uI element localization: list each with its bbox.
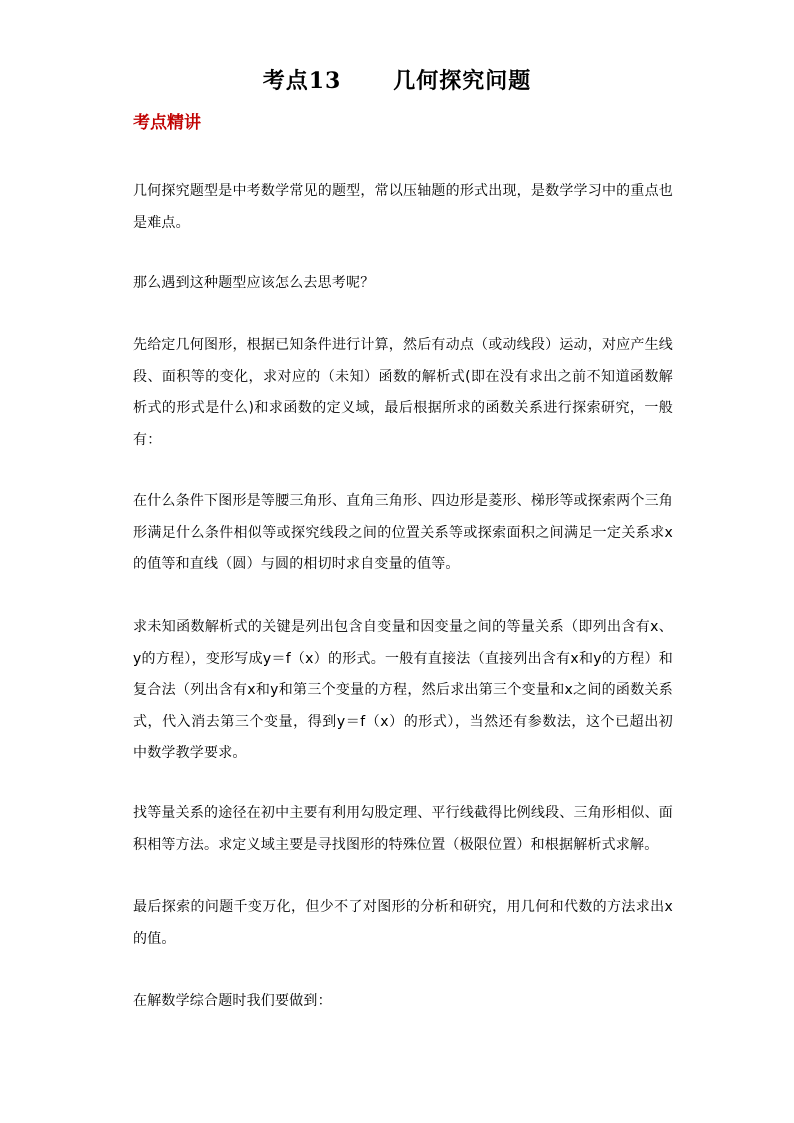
paragraph-exploration: 最后探索的问题千变万化，但少不了对图形的分析和研究，用几何和代数的方法求出x的值。 — [133, 899, 673, 947]
paragraph-conditions: 在什么条件下图形是等腰三角形、直角三角形、四边形是菱形、梯形等或探索两个三角形满足什么条件相似等或探究线段之间的位置关系等或探索面积之间满足一定关系求x的值等和直线（圆）与圆的相切时求自变量的值等。 — [133, 493, 673, 572]
paragraph-method: 先给定几何图形，根据已知条件进行计算，然后有动点（或动线段）运动，对应产生线段、面积等的变化，求对应的（未知）函数的解析式(即在没有求出之前不知道函数解析式的形式是什么)和求函数的定义域，最后根据所求的函数关系进行探索研究，一般有： — [133, 337, 673, 448]
paragraph-equal-relations: 找等量关系的途径在初中主要有利用勾股定理、平行线截得比例线段、三角形相似、面积相等方法。求定义域主要是寻找图形的特殊位置（极限位置）和根据解析式求解。 — [133, 805, 673, 853]
page-title: 考点13 几何探究问题 — [262, 68, 532, 94]
paragraph-function-analysis: 求未知函数解析式的关键是列出包含自变量和因变量之间的等量关系（即列出含有x、y的方程），变形写成y＝f（x）的形式。一般有直接法（直接列出含有x和y的方程）和复合法（列出含有x和y和第三个变量的方程，然后求出第三个变量和x之间的函数关系式，代入消去第三个变量，得到y＝f（x）的形式），当然还有参数法，这个已超出初中数学教学要求。 — [133, 619, 673, 761]
paragraph-intro: 几何探究题型是中考数学常见的题型，常以压轴题的形式出现，是数学学习中的重点也是难点。 — [133, 183, 673, 231]
paragraph-question: 那么遇到这种题型应该怎么去思考呢？ — [133, 275, 375, 291]
section-heading: 考点精讲 — [133, 113, 201, 133]
paragraph-closing: 在解数学综合题时我们要做到： — [133, 993, 332, 1009]
